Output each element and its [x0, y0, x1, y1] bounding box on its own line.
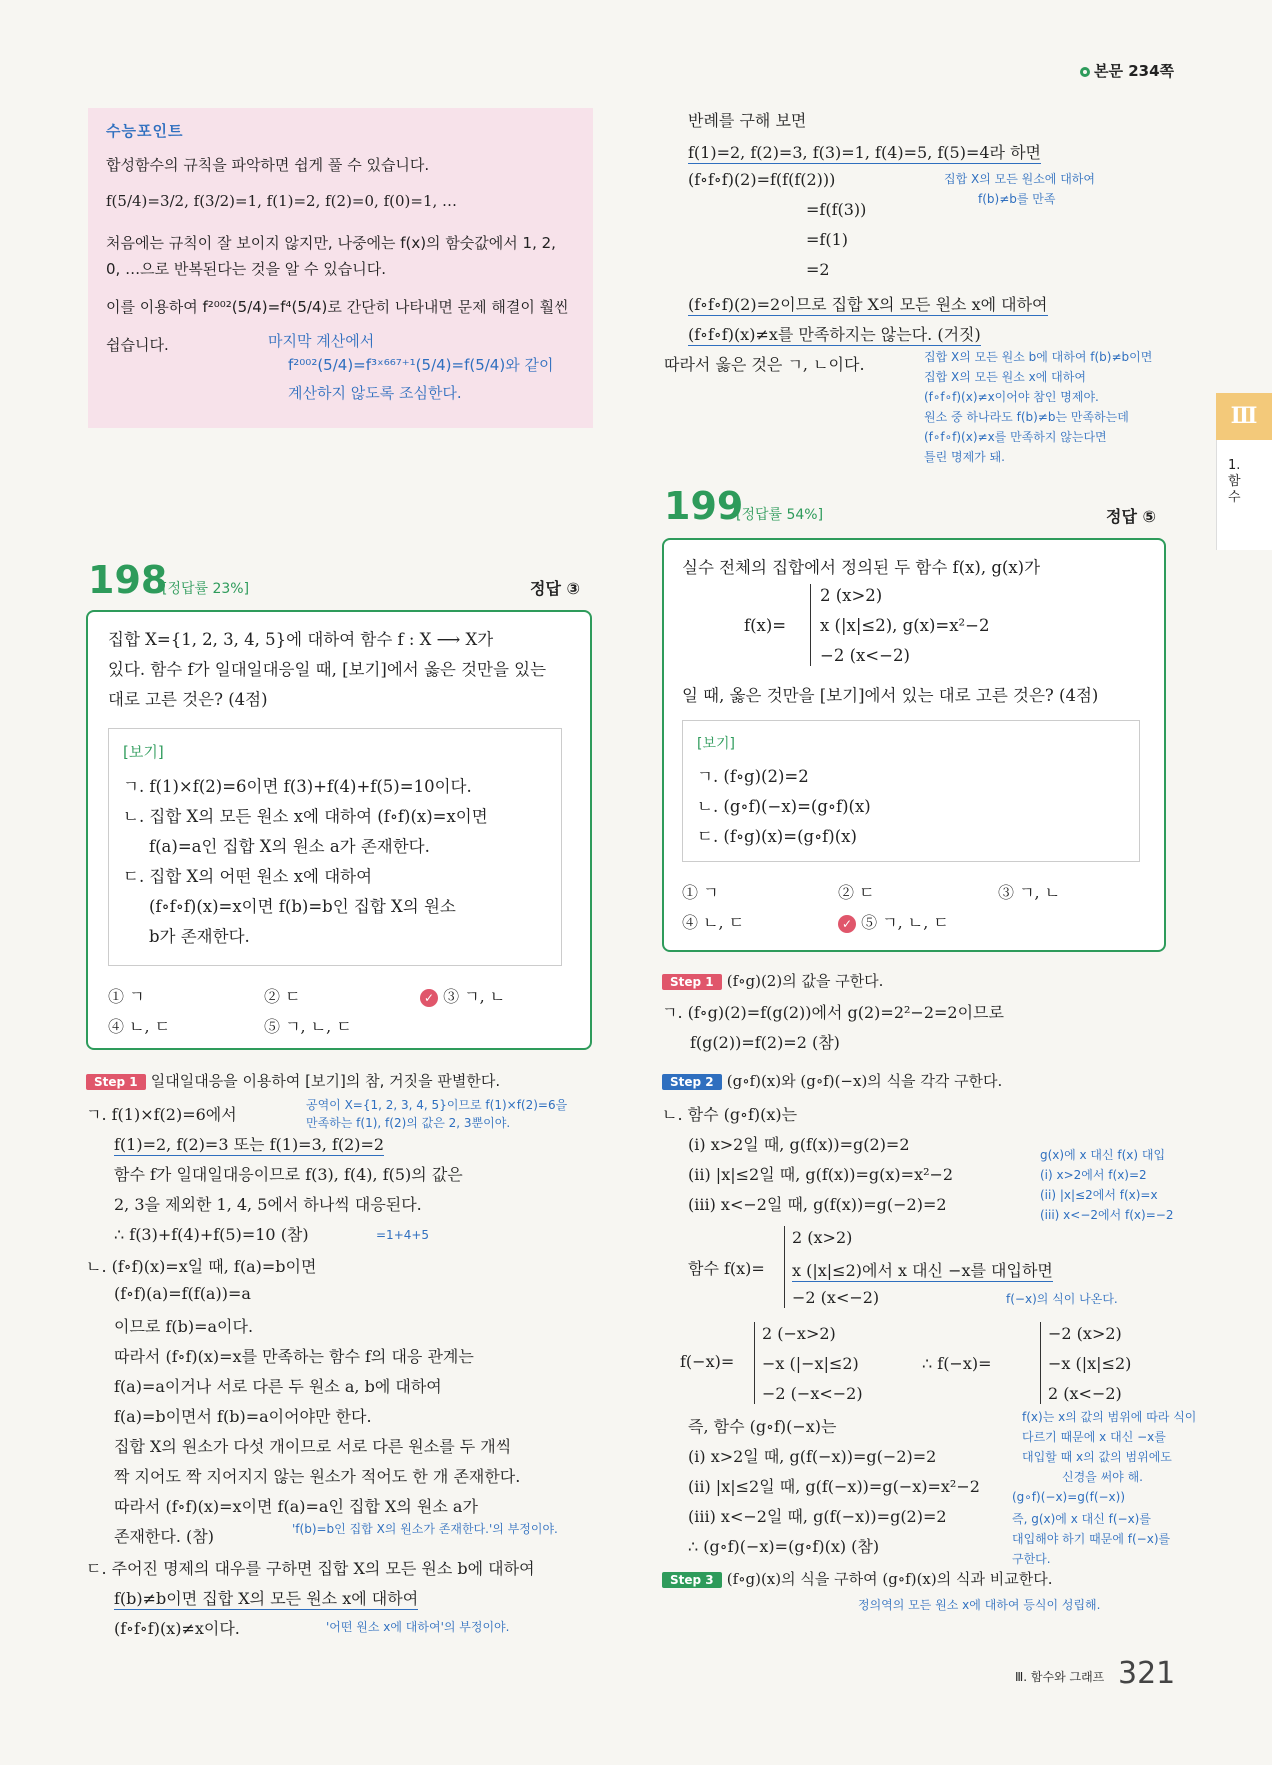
function-label: f(x)= — [744, 616, 787, 635]
choice-3[interactable]: ③ ㄱ, ㄴ — [998, 883, 1061, 902]
step-badge: Step 1 — [86, 1074, 146, 1090]
question-line: 대로 고른 것은? (4점) — [108, 690, 268, 709]
text-line: =2 — [806, 260, 830, 279]
annotation-note: 공역이 X={1, 2, 3, 4, 5}이므로 f(1)×f(2)=6을 — [306, 1098, 568, 1112]
choice-label: ⑤ ㄱ, ㄴ, ㄷ — [861, 913, 949, 932]
tip-line: 처음에는 규칙이 잘 보이지 않지만, 나중에는 f(x)의 함숫값에서 1, 2, — [106, 234, 556, 252]
text-line: f(1)=2, f(2)=3 또는 f(1)=3, f(2)=2 — [114, 1132, 384, 1156]
text-line: ㄴ. (f∘f)(x)=x일 때, f(a)=b이면 — [86, 1257, 317, 1276]
bogi-item: ㄱ. (f∘g)(2)=2 — [697, 767, 809, 786]
choice-5-correct[interactable] — [838, 910, 949, 933]
text-line: 따라서 (f∘f)(x)=x를 만족하는 함수 f의 대응 관계는 — [114, 1347, 474, 1366]
tip-note: 계산하지 않도록 조심한다. — [288, 384, 462, 402]
answer-label: 정답 ③ — [530, 579, 581, 598]
tip-line: 쉽습니다. — [106, 336, 169, 354]
step-title: (g∘f)(x)와 (g∘f)(−x)의 식을 각각 구한다. — [726, 1072, 1003, 1090]
chapter-tab: Ⅲ — [1216, 393, 1272, 440]
step-title: (f∘g)(2)의 값을 구한다. — [726, 972, 884, 990]
text-line: 따라서 (f∘f)(x)=x이면 f(a)=a인 집합 X의 원소 a가 — [114, 1497, 478, 1516]
tip-line: f(5/4)=3/2, f(3/2)=1, f(1)=2, f(2)=0, f(0)=1, … — [106, 192, 458, 210]
annotation-note: 즉, g(x)에 x 대신 f(−x)를 — [1012, 1512, 1151, 1526]
step-title: (f∘g)(x)의 식을 구하여 (g∘f)(x)의 식과 비교한다. — [726, 1570, 1053, 1588]
choice-2[interactable]: ② ㄷ — [264, 987, 301, 1006]
text-line: ∴ f(3)+f(4)+f(5)=10 (참) — [114, 1225, 309, 1244]
text-line: 함수 f가 일대일대응이므로 f(3), f(4), f(5)의 값은 — [114, 1165, 463, 1184]
text-line: (f∘f∘f)(2)=2이므로 집합 X의 모든 원소 x에 대하여 — [688, 292, 1048, 316]
tip-note: 마지막 계산에서 — [268, 332, 375, 350]
brace — [784, 1226, 785, 1308]
text-line: (iii) x<−2일 때, g(f(−x))=g(2)=2 — [688, 1507, 947, 1526]
step-heading — [86, 1070, 500, 1091]
bogi-item: ㄷ. (f∘g)(x)=(g∘f)(x) — [697, 827, 857, 846]
text-line: (iii) x<−2일 때, g(f(x))=g(−2)=2 — [688, 1195, 947, 1214]
case-line: 2 (x>2) — [820, 586, 883, 605]
text-line: ㄷ. 주어진 명제의 대우를 구하면 집합 X의 모든 원소 b에 대하여 — [86, 1559, 535, 1578]
bogi-item: (f∘f∘f)(x)=x이면 f(b)=b인 집합 X의 원소 — [149, 897, 456, 916]
text-line: (f∘f∘f)(x)≠x를 만족하지는 않는다. (거짓) — [688, 322, 981, 346]
text-line: ㄱ. (f∘g)(2)=f(g(2))에서 g(2)=2²−2=2이므로 — [662, 1003, 1004, 1022]
annotation-note: (g∘f)(−x)=g(f(−x)) — [1012, 1490, 1126, 1504]
annotation-note: (f∘f∘f)(x)≠x를 만족하지 않는다면 — [924, 430, 1107, 444]
choice-label: ③ ㄱ, ㄴ — [443, 987, 506, 1006]
step-heading — [662, 1568, 1052, 1589]
annotation-note: 구한다. — [1012, 1552, 1051, 1566]
case-line: −x (|−x|≤2) — [762, 1354, 859, 1373]
text-line: 짝 지어도 짝 지어지지 않는 원소가 적어도 한 개 존재한다. — [114, 1467, 521, 1486]
question-line: 실수 전체의 집합에서 정의된 두 함수 f(x), g(x)가 — [682, 558, 1041, 577]
function-label: 함수 f(x)= — [688, 1259, 765, 1278]
text-line: 반례를 구해 보면 — [688, 111, 807, 130]
case-line: −2 (x>2) — [1048, 1324, 1122, 1343]
annotation-note: 집합 X의 모든 원소에 대하여 — [944, 172, 1095, 186]
footer-chapter: Ⅲ. 함수와 그래프 — [1015, 1670, 1105, 1684]
bogi-box — [682, 720, 1140, 862]
case-line: −2 (−x<−2) — [762, 1384, 863, 1403]
tip-line: 합성함수의 규칙을 파악하면 쉽게 풀 수 있습니다. — [106, 156, 430, 174]
text-line: (ii) |x|≤2일 때, g(f(x))=g(x)=x²−2 — [688, 1165, 954, 1184]
tip-line: 0, …으로 반복된다는 것을 알 수 있습니다. — [106, 260, 387, 278]
choice-3-correct[interactable] — [420, 984, 505, 1007]
case-line: x (|x|≤2), g(x)=x²−2 — [820, 616, 990, 635]
annotation-note: 원소 중 하나라도 f(b)≠b는 만족하는데 — [924, 410, 1129, 424]
annotation-note: 대입할 때 x의 값의 범위에도 — [1022, 1450, 1172, 1464]
check-icon: ✓ — [838, 915, 856, 933]
question-line: 집합 X={1, 2, 3, 4, 5}에 대하여 함수 f : X ⟶ X가 — [108, 630, 494, 649]
text-line: ∴ (g∘f)(−x)=(g∘f)(x) (참) — [688, 1537, 880, 1556]
bogi-item: ㄴ. (g∘f)(−x)=(g∘f)(x) — [697, 797, 871, 816]
text-line: 이므로 f(b)=a이다. — [114, 1317, 254, 1336]
annotation-note: f(x)는 x의 값의 범위에 따라 식이 — [1022, 1410, 1197, 1424]
annotation-note: (i) x>2에서 f(x)=2 — [1040, 1168, 1147, 1182]
brace — [810, 584, 811, 666]
case-line: −2 (x<−2) — [820, 646, 910, 665]
case-line: 2 (−x>2) — [762, 1324, 836, 1343]
text-line: f(a)=a이거나 서로 다른 두 원소 a, b에 대하여 — [114, 1377, 442, 1396]
text-line: f(b)≠b이면 집합 X의 모든 원소 x에 대하여 — [114, 1586, 418, 1610]
bogi-item: ㄷ. 집합 X의 어떤 원소 x에 대하여 — [123, 867, 373, 886]
text-line: ㄴ. 함수 (g∘f)(x)는 — [662, 1105, 798, 1124]
text-line: (ii) |x|≤2일 때, g(f(−x))=g(−x)=x²−2 — [688, 1477, 980, 1496]
case-line: x (|x|≤2)에서 x 대신 −x를 대입하면 — [792, 1258, 1053, 1282]
function-label: f(−x)= — [680, 1352, 735, 1371]
bogi-item: ㄴ. 집합 X의 모든 원소 x에 대하여 (f∘f)(x)=x이면 — [123, 807, 488, 826]
problem-number: 198 — [88, 558, 168, 602]
text-line: 따라서 옳은 것은 ㄱ, ㄴ이다. — [664, 355, 865, 374]
case-line: −x (|x|≤2) — [1048, 1354, 1132, 1373]
circle-icon — [1080, 67, 1090, 77]
annotation-note: f(b)≠b를 만족 — [978, 192, 1056, 206]
question-line: 있다. 함수 f가 일대일대응일 때, [보기]에서 옳은 것만을 있는 — [108, 660, 547, 679]
tip-note: f²⁰⁰²(5/4)=f³ˣ⁶⁶⁷⁺¹(5/4)=f(5/4)와 같이 — [288, 356, 554, 374]
brace — [754, 1322, 755, 1404]
step-badge: Step 1 — [662, 974, 722, 990]
annotation-note: 대입해야 하기 때문에 f(−x)를 — [1012, 1532, 1171, 1546]
annotation-note: (iii) x<−2에서 f(x)=−2 — [1040, 1208, 1174, 1222]
page-reference-text: 본문 234쪽 — [1094, 62, 1175, 80]
text-line: ㄱ. f(1)×f(2)=6에서 — [86, 1105, 237, 1124]
question-line: 일 때, 옳은 것만을 [보기]에서 있는 대로 고른 것은? (4점) — [682, 686, 1099, 705]
bogi-item: b가 존재한다. — [149, 927, 250, 946]
function-label: ∴ f(−x)= — [922, 1354, 992, 1373]
page-reference — [1080, 60, 1174, 81]
annotation-note: (ii) |x|≤2에서 f(x)=x — [1040, 1188, 1158, 1202]
annotation-note: 집합 X의 모든 원소 b에 대하여 f(b)≠b이면 — [924, 350, 1153, 364]
text-line: 즉, 함수 (g∘f)(−x)는 — [688, 1417, 837, 1436]
annotation-note: 다르기 때문에 x 대신 −x를 — [1022, 1430, 1166, 1444]
annotation-note: g(x)에 x 대신 f(x) 대입 — [1040, 1148, 1166, 1162]
tip-title: 수능포인트 — [106, 122, 184, 140]
step-badge: Step 3 — [662, 1572, 722, 1588]
bogi-item: f(a)=a인 집합 X의 원소 a가 존재한다. — [149, 837, 430, 856]
text-line: f(1)=2, f(2)=3, f(3)=1, f(4)=5, f(5)=4라 하면 — [688, 140, 1041, 164]
chapter-tab-label: 1. 함수 — [1228, 458, 1241, 505]
tip-box — [88, 108, 593, 428]
choice-1[interactable]: ① ㄱ — [108, 987, 145, 1006]
annotation-note: 신경을 써야 해. — [1062, 1470, 1143, 1484]
annotation-note: 틀린 명제가 돼. — [924, 450, 1005, 464]
text-line: 존재한다. (참) — [114, 1527, 214, 1546]
step-heading — [662, 1070, 1002, 1091]
check-icon: ✓ — [420, 989, 438, 1007]
choice-2[interactable]: ② ㄷ — [838, 883, 875, 902]
text-line: =f(1) — [806, 230, 848, 249]
choice-5[interactable]: ⑤ ㄱ, ㄴ, ㄷ — [264, 1017, 352, 1036]
text-line: f(g(2))=f(2)=2 (참) — [690, 1033, 840, 1052]
case-line: 2 (x>2) — [792, 1228, 853, 1247]
text-line: (i) x>2일 때, g(f(x))=g(2)=2 — [688, 1135, 910, 1154]
annotation-note: f(−x)의 식이 나온다. — [1006, 1292, 1118, 1306]
text-line: 2, 3을 제외한 1, 4, 5에서 하나씩 대응된다. — [114, 1195, 422, 1214]
annotation-note: '어떤 원소 x에 대하여'의 부정이야. — [326, 1620, 510, 1634]
text-line: f(a)=b이면서 f(b)=a이어야만 한다. — [114, 1407, 372, 1426]
text-line: =f(f(3)) — [806, 200, 867, 219]
annotation-note: 집합 X의 모든 원소 x에 대하여 — [924, 370, 1086, 384]
problem-198-box — [86, 610, 592, 1050]
answer-label: 정답 ⑤ — [1106, 507, 1157, 526]
page-number: 321 — [1118, 1656, 1176, 1691]
bogi-box — [108, 728, 562, 966]
choice-4[interactable]: ④ ㄴ, ㄷ — [108, 1017, 171, 1036]
case-line: −2 (x<−2) — [792, 1288, 880, 1307]
annotation-note: =1+4+5 — [376, 1228, 430, 1242]
correct-rate: [정답률 54%] — [736, 507, 824, 523]
bogi-label: [보기] — [697, 736, 735, 752]
choice-4[interactable]: ④ ㄴ, ㄷ — [682, 913, 745, 932]
brace — [1040, 1322, 1041, 1404]
bogi-label: [보기] — [123, 743, 164, 761]
annotation-note: (f∘f∘f)(x)≠x이어야 참인 명제야. — [924, 390, 1099, 404]
text-line: (f∘f∘f)(2)=f(f(f(2))) — [688, 170, 836, 189]
annotation-note: 정의역의 모든 원소 x에 대하여 등식이 성립해. — [858, 1598, 1101, 1612]
choice-1[interactable]: ① ㄱ — [682, 883, 719, 902]
text-line: (i) x>2일 때, g(f(−x))=g(−2)=2 — [688, 1447, 937, 1466]
case-line: 2 (x<−2) — [1048, 1384, 1122, 1403]
tip-line: 이를 이용하여 f²⁰⁰²(5/4)=f⁴(5/4)로 간단히 나타내면 문제 해결이 훨씬 — [106, 298, 569, 316]
bogi-item: ㄱ. f(1)×f(2)=6이면 f(3)+f(4)+f(5)=10이다. — [123, 777, 472, 796]
annotation-note: 'f(b)=b인 집합 X의 원소가 존재한다.'의 부정이야. — [292, 1522, 558, 1536]
annotation-note: 만족하는 f(1), f(2)의 값은 2, 3뿐이야. — [306, 1116, 511, 1130]
text-line: (f∘f∘f)(x)≠x이다. — [114, 1619, 240, 1638]
step-badge: Step 2 — [662, 1074, 722, 1090]
correct-rate: [정답률 23%] — [162, 581, 250, 597]
step-heading — [662, 970, 883, 991]
problem-199-box — [662, 538, 1166, 952]
text-line: 집합 X의 원소가 다섯 개이므로 서로 다른 원소를 두 개씩 — [114, 1437, 512, 1456]
text-line: (f∘f)(a)=f(f(a))=a — [114, 1284, 251, 1303]
step-title: 일대일대응을 이용하여 [보기]의 참, 거짓을 판별한다. — [150, 1072, 501, 1090]
problem-number: 199 — [664, 484, 744, 528]
